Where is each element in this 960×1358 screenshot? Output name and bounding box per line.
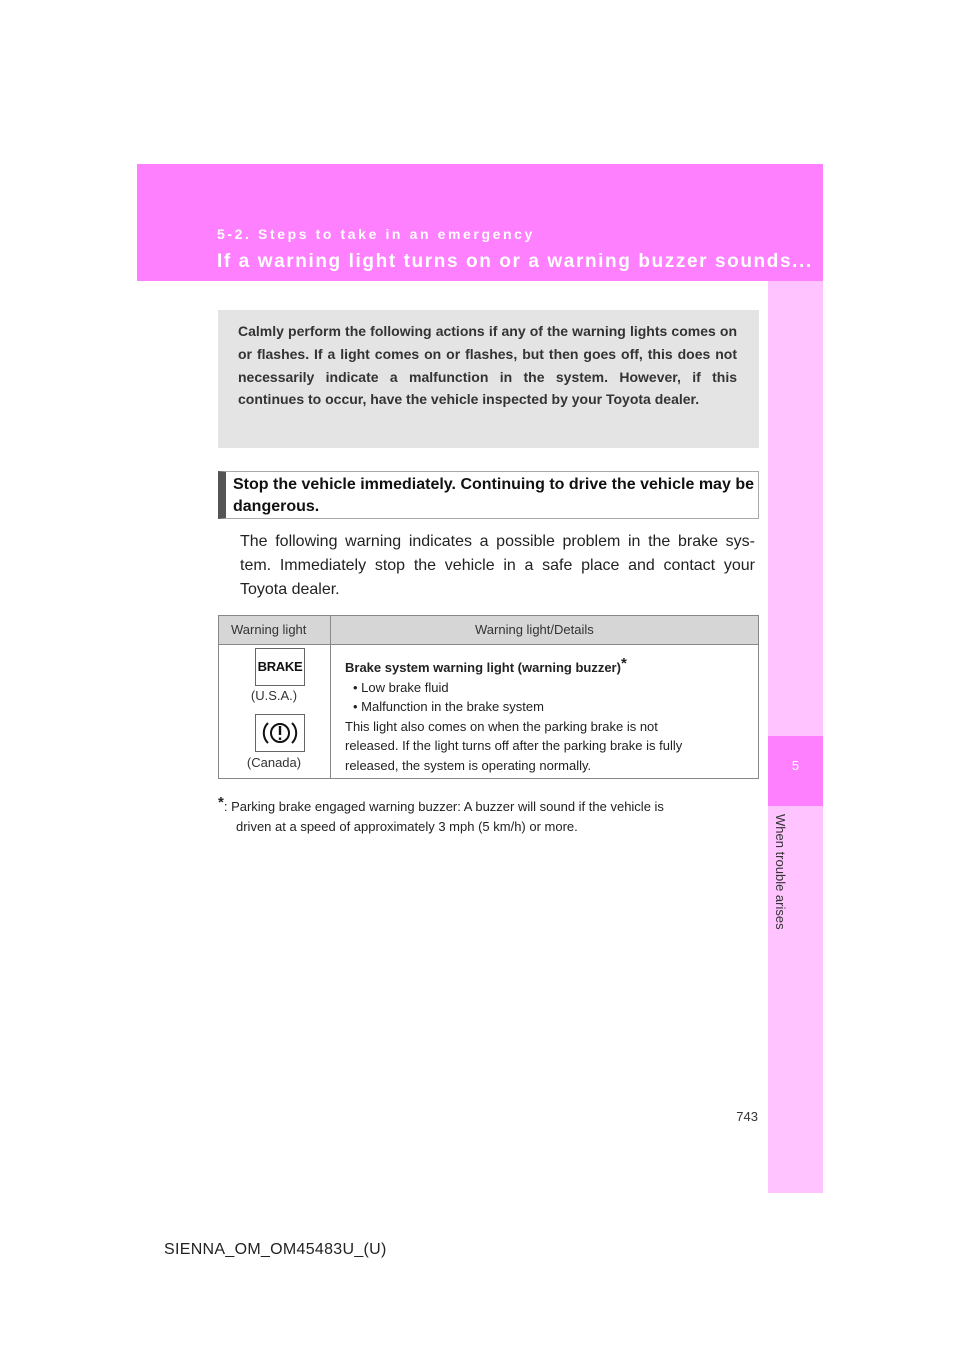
chapter-title: When trouble arises [773, 814, 788, 930]
footnote-line-2: driven at a speed of approximately 3 mph (5 km/h) or more. [236, 819, 578, 834]
brake-exclamation-icon [255, 714, 305, 752]
footnote [218, 793, 756, 837]
footnote-marker: * [218, 794, 224, 811]
body-text: The following warning indicates a possible problem in the brake sys- tem. Immediately stop the vehicle in a safe place and contact your Toyota dealer. [240, 533, 755, 598]
page-number: 743 [736, 1109, 758, 1124]
canada-label: (Canada) [246, 755, 302, 770]
brake-warning-icon [255, 648, 305, 686]
table-header-details: Warning light/Details [475, 622, 594, 637]
detail-title-text: Brake system warning light (warning buzzer) [345, 660, 621, 675]
footnote-line-1: : Parking brake engaged warning buzzer: A buzzer will sound if the vehicle is [223, 799, 664, 814]
detail-title [345, 654, 753, 678]
detail-note-line: This light also comes on when the parking brake is not [345, 718, 658, 734]
chapter-number: 5 [791, 758, 800, 773]
list-item: • Low brake fluid [353, 679, 449, 695]
table-header-row [219, 616, 758, 645]
brake-exclamation-glyph [256, 715, 304, 751]
list-item: • Malfunction in the brake system [353, 699, 544, 714]
brake-icon-text: BRAKE [257, 659, 303, 674]
column-divider [330, 616, 331, 778]
footnote-star: * [620, 655, 627, 672]
section-label: 5-2. Steps to take in an emergency [217, 226, 535, 242]
document-code: SIENNA_OM_OM45483U_(U) [164, 1241, 387, 1258]
warning-light-table [218, 615, 759, 779]
detail-note-line: released. If the light turns off after the parking brake is fully [345, 738, 683, 753]
intro-box [218, 310, 759, 448]
table-header-warning-light: Warning light [231, 622, 307, 637]
usa-label: (U.S.A.) [250, 688, 298, 703]
warning-details [345, 654, 753, 775]
action-heading: Stop the vehicle immediately. Continuing to drive the vehicle may be dangerous. [233, 476, 754, 515]
detail-note-line: released, the system is operating normally. [345, 757, 592, 773]
page-title: If a warning light turns on or a warning buzzer sounds... [217, 251, 813, 272]
action-box [218, 471, 759, 519]
intro-text: Calmly perform the following actions if any of the warning lights comes on or flashes. If a light comes on or flashes, but then goes off, this does not necessarily indicate a malfunction in the system. However, if this continues to occur, have the vehicle inspected by your Toyota dealer. [238, 323, 737, 408]
